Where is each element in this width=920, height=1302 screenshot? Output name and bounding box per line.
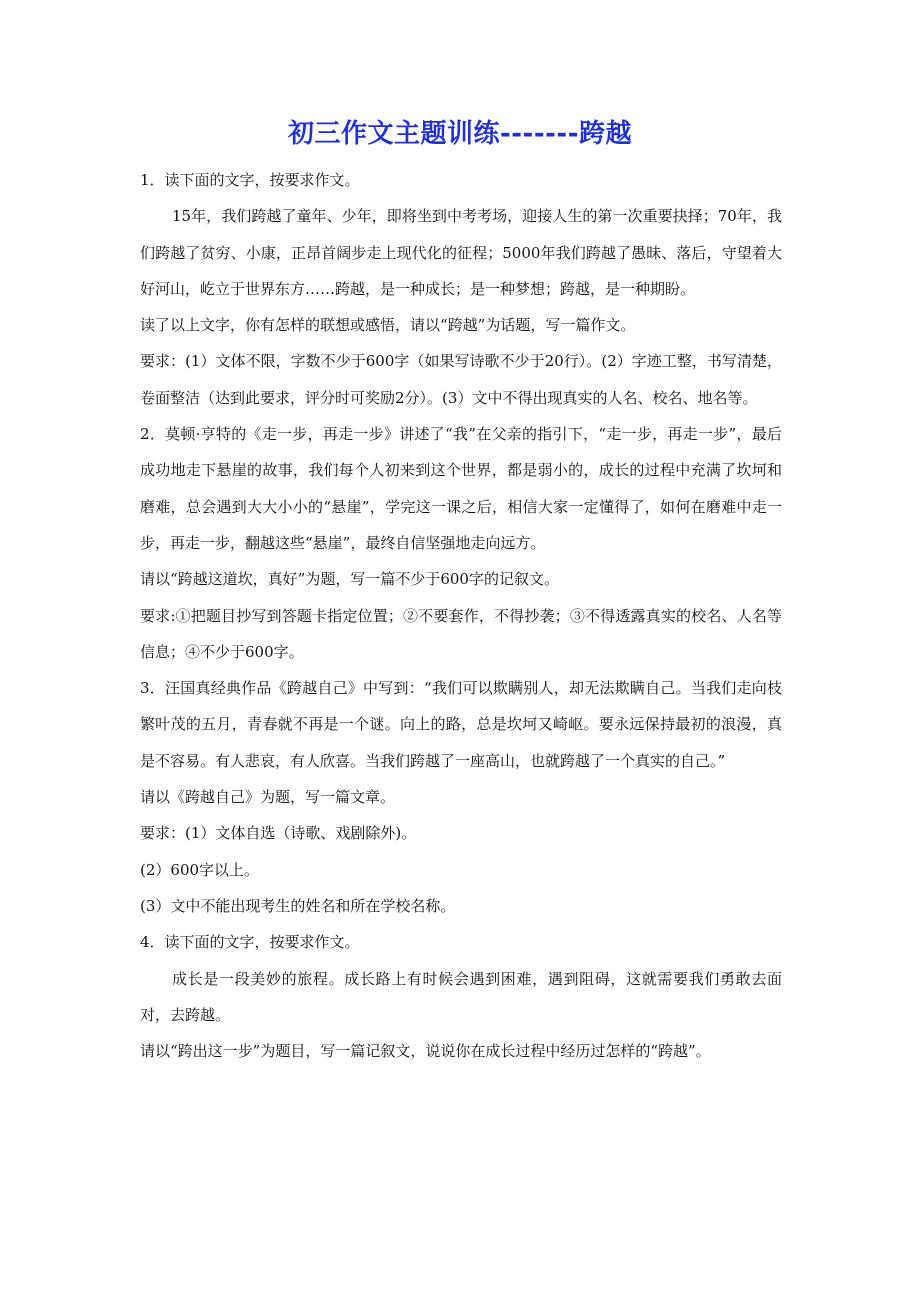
document-body <box>140 162 782 1069</box>
paragraph-q3-requirement-2: (2）600字以上。 <box>140 860 260 879</box>
paragraph-q3-requirement-3: (3）文中不能出现考生的姓名和所在学校名称。 <box>140 896 456 915</box>
paragraph-q3-requirement-1: 要求：(1）文体自选（诗歌、戏剧除外)。 <box>140 824 417 843</box>
paragraph-q2-material: 2．莫顿·亨特的《走一步，再走一步》讲述了“我”在父亲的指引下，“走一步，再走一步”，最后成功地走下悬崖的故事，我们每个人初来到这个世界，都是弱小的，成长的过程中充满了坎坷和磨难，总会遇到大大小小的“悬崖”，学完这一课之后，相信大家一定懂得了，如何在磨难中走一步，再走一步，翻越这些“悬崖”，最终自信坚强地走向远方。 <box>140 425 782 552</box>
paragraph-q4-prompt: 4．读下面的文字，按要求作文。 <box>140 933 360 952</box>
paragraph-q2-task: 请以“跨越这道坎，真好”为题，写一篇不少于600字的记叙文。 <box>140 570 559 589</box>
paragraph-q4-material: 成长是一段美妙的旅程。成长路上有时候会遇到困难，遇到阻碍，这就需要我们勇敢去面对，去跨越。 <box>140 969 782 1024</box>
paragraph-q4-task: 请以“跨出这一步”为题目，写一篇记叙文，说说你在成长过程中经历过怎样的“跨越”。 <box>140 1042 711 1061</box>
paragraph-q2-requirements: 要求:①把题目抄写到答题卡指定位置；②不要套作，不得抄袭；③不得透露真实的校名、人名等信息；④不少于600字。 <box>140 606 782 661</box>
paragraph-q3-task: 请以《跨越自己》为题，写一篇文章。 <box>140 788 396 807</box>
paragraph-q1-prompt: 1．读下面的文字，按要求作文。 <box>140 171 360 189</box>
document-title: 初三作文主题训练-------跨越 <box>287 119 633 149</box>
paragraph-q1-requirements: 要求：(1）文体不限，字数不少于600字（如果写诗歌不少于20行）。(2）字迹工整，书写清楚，卷面整洁（达到此要求，评分时可奖励2分）。(3）文中不得出现真实的人名、校名、地名等。 <box>140 352 782 407</box>
paragraph-q1-material: 15年，我们跨越了童年、少年，即将坐到中考考场，迎接人生的第一次重要抉择；70年，我们跨越了贫穷、小康，正昂首阔步走上现代化的征程；5000年我们跨越了愚昧、落后，守望着大好河山，屹立于世界东方……跨越，是一种成长；是一种梦想；跨越，是一种期盼。 <box>140 207 782 298</box>
paragraph-q1-task: 读了以上文字，你有怎样的联想或感悟，请以“跨越”为话题，写一篇作文。 <box>140 316 636 335</box>
paragraph-q3-material: 3．汪国真经典作品《跨越自己》中写到：“我们可以欺瞒别人，却无法欺瞒自己。当我们走向枝繁叶茂的五月，青春就不再是一个谜。向上的路，总是坎坷又崎岖。要永远保持最初的浪漫，真是不容易。有人悲哀，有人欣喜。当我们跨越了一座高山，也就跨越了一个真实的自己。” <box>140 679 782 770</box>
